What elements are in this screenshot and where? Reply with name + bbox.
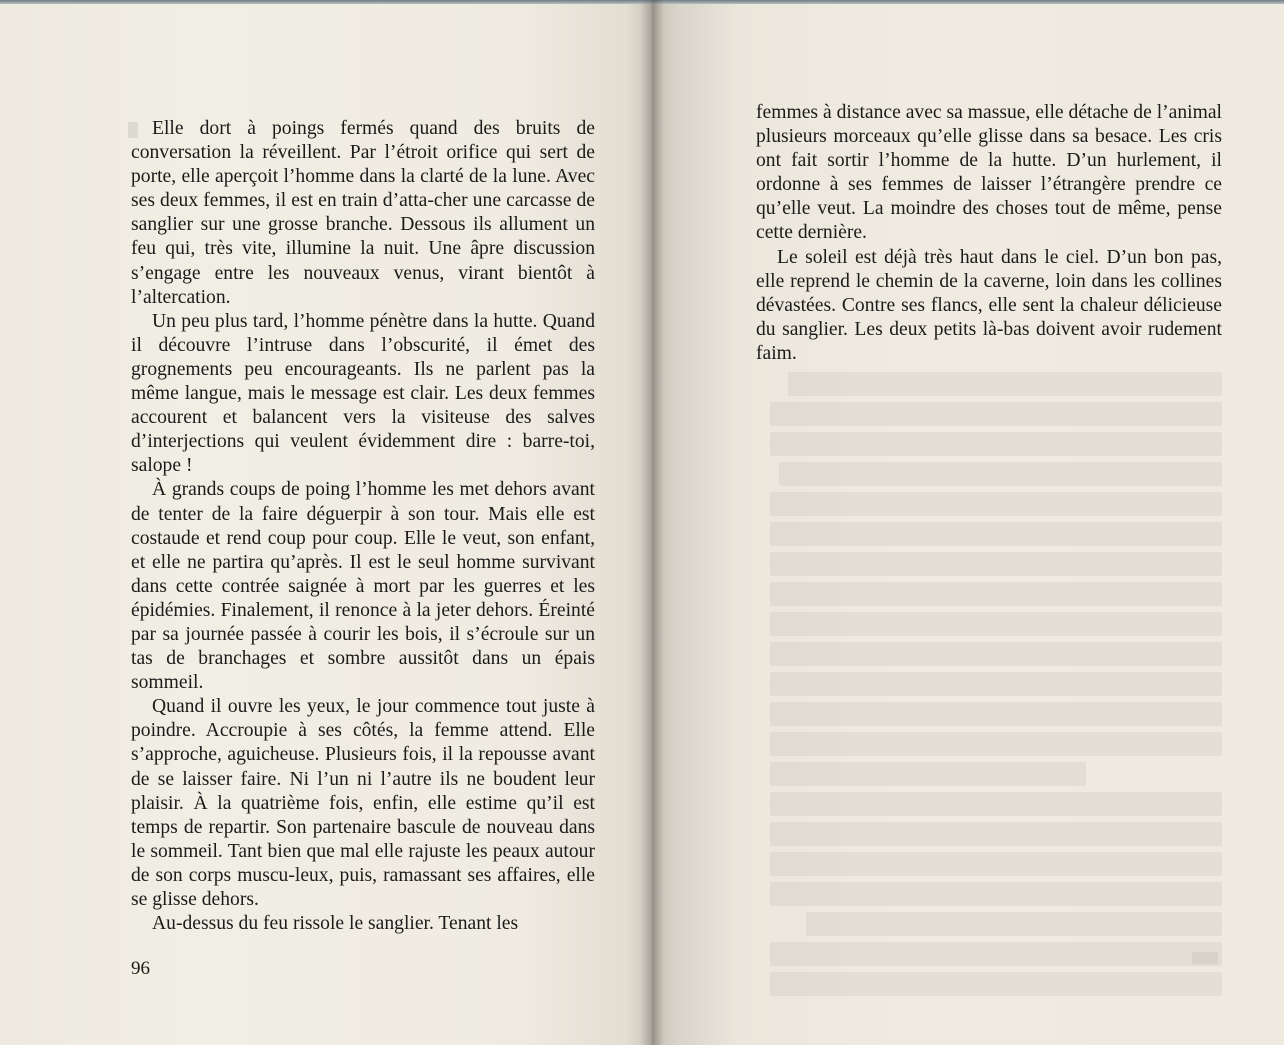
paragraph: Quand il ouvre les yeux, le jour commence tout juste à poindre. Accroupie à ses côtés, la femme attend. Elle s’approche, aguicheuse. Plusieurs fois, il la repousse avant de se laisser faire. Ni l’un ni l’autre ils ne boudent leur plaisir. À la quatrième fois, enfin, elle estime qu’il est temps de repartir. Son partenaire bascule de nouveau dans le sommeil. Tant bien que mal elle rajuste les peaux autour de son corps muscu-leux, puis, ramassant ses affaires, elle se glisse dehors.: [131, 696, 595, 910]
page-number: 96: [131, 958, 150, 979]
paragraph: À grands coups de poing l’homme les met dehors avant de tenter de la faire déguerpir à son tour. Mais elle est costaude et rend coup pour coup. Elle le veut, son enfant, et elle ne partira qu’après. Il est le seul homme survivant dans cette contrée saignée à mort par les guerres et les épidémies. Finalement, il renonce à la jeter dehors. Éreinté par sa journée passée à courir les bois, il s’écroule sur un tas de branchages et sombre aussitôt dans un épais sommeil.: [131, 479, 595, 694]
show-through-folio: [1192, 952, 1218, 964]
left-page-text: [131, 117, 595, 936]
paragraph: Le soleil est déjà très haut dans le ciel. D’un bon pas, elle reprend le chemin de la caverne, loin dans les collines dévastées. Contre ses flancs, elle sent la chaleur délicieuse du sanglier. Les deux petits là-bas doivent avoir rudement faim.: [756, 246, 1222, 364]
right-page: [652, 0, 1284, 1045]
right-page-text: [756, 101, 1222, 366]
top-edge-shadow: [652, 0, 1284, 4]
show-through-text: [770, 366, 1222, 996]
paragraph: Au-dessus du feu rissole le sanglier. Tenant les: [152, 913, 519, 935]
paragraph: Un peu plus tard, l’homme pénètre dans la hutte. Quand il découvre l’intruse dans l’obscurité, il émet des grognements peu encourageants. Ils ne parlent pas la même langue, mais le message est clair. Les deux femmes accourent et balancent vers la visiteuse des salves d’interjections qui veulent évidemment dire : barre-toi, salope !: [131, 310, 595, 477]
top-edge-shadow: [0, 0, 652, 4]
paragraph: femmes à distance avec sa massue, elle détache de l’animal plusieurs morceaux qu’elle glisse dans sa besace. Les cris ont fait sortir l’homme de la hutte. D’un hurlement, il ordonne à ses femmes de laisser l’étrangère prendre ce qu’elle veut. La moindre des choses tout de même, pense cette dernière.: [756, 102, 1222, 244]
paragraph: Elle dort à poings fermés quand des bruits de conversation la réveillent. Par l’étroit orifice qui sert de porte, elle aperçoit l’homme dans la clarté de la lune. Avec ses deux femmes, il est en train d’atta-cher une carcasse de sanglier sur une grosse branche. Dessous ils allument un feu qui, très vite, illumine la nuit. Une âpre discussion s’engage entre les nouveaux venus, virant bientôt à l’altercation.: [131, 118, 595, 308]
book-gutter: [640, 0, 664, 1045]
